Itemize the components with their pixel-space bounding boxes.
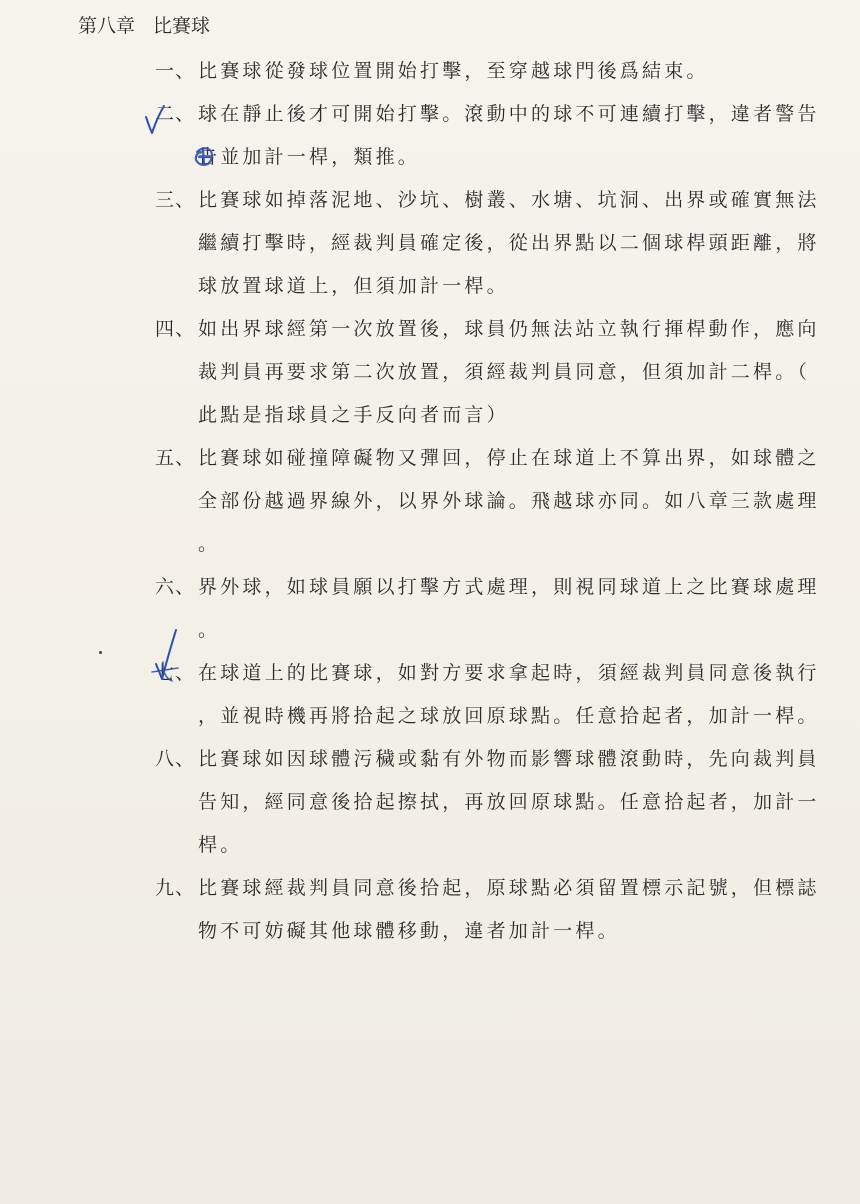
rule-text-line: 在球道上的比賽球，如對方要求拿起時，須經裁判員同意後執行	[198, 662, 820, 684]
rule-number: 五、	[155, 447, 196, 469]
rule-text-line: 全部份越過界線外，以界外球論。飛越球亦同。如八章三款處理	[198, 490, 820, 512]
rule-text-line: 球放置球道上，但須加計一桿。	[198, 275, 509, 297]
rule-text-line: 。	[198, 619, 221, 641]
rule-number: 九、	[155, 877, 196, 899]
rule-text-line: ，並視時機再將拾起之球放回原球點。任意拾起者，加計一桿。	[198, 705, 820, 727]
rule-item-6	[0, 566, 860, 652]
rule-text-line: 比賽球如掉落泥地、沙坑、樹叢、水塘、坑洞、出界或確實無法	[198, 189, 820, 211]
chapter-title: 比賽球	[153, 15, 211, 37]
rule-item-8	[0, 738, 860, 867]
rules-list	[0, 50, 860, 953]
rule-text-line: 繼續打擊時，經裁判員確定後，從出界點以二個球桿頭距離，將	[198, 232, 820, 254]
rule-item-5	[0, 437, 860, 566]
rule-item-2	[0, 93, 860, 179]
rule-item-1	[0, 50, 860, 93]
rule-number: 七、	[155, 662, 196, 684]
rule-text-line: 球在靜止後才可開始打擊。滾動中的球不可連續打擊，違者警告	[198, 103, 820, 125]
rule-text-line: 比賽球如碰撞障礙物又彈回，停止在球道上不算出界，如球體之	[198, 447, 820, 469]
chapter-heading	[78, 8, 210, 44]
rule-text-line: 如出界球經第一次放置後，球員仍無法站立執行揮桿動作，應向	[198, 318, 820, 340]
rule-text-line: 物不可妨礙其他球體移動，違者加計一桿。	[198, 920, 620, 942]
rule-text-line: 桿。	[198, 834, 243, 856]
rule-text-line: 比賽球如因球體污穢或黏有外物而影響球體滾動時，先向裁判員	[198, 748, 820, 770]
scan-speck	[99, 651, 102, 654]
rule-text-line: 比賽球經裁判員同意後拾起，原球點必須留置標示記號，但標誌	[198, 877, 820, 899]
rule-item-9	[0, 867, 860, 953]
rule-text-line: 比賽球從發球位置開始打擊，至穿越球門後爲結束。	[198, 60, 709, 82]
rule-text-line: 告並加計一桿，類推。	[198, 146, 421, 168]
rule-text-line: 界外球，如球員願以打擊方式處理，則視同球道上之比賽球處理	[198, 576, 820, 598]
rule-text-line: 裁判員再要求第二次放置，須經裁判員同意，但須加計二桿。（	[198, 361, 811, 383]
rule-text-line: 告知，經同意後拾起擦拭，再放回原球點。任意拾起者，加計一	[198, 791, 820, 813]
rule-item-7	[0, 652, 860, 738]
rule-item-3	[0, 179, 860, 308]
rule-text-line: 此點是指球員之手反向者而言）	[198, 404, 509, 426]
rule-number: 一、	[155, 60, 196, 82]
rule-number: 六、	[155, 576, 196, 598]
rule-number: 三、	[155, 189, 196, 211]
rule-number: 二、	[155, 103, 196, 125]
rule-number: 四、	[155, 318, 196, 340]
chapter-number: 第八章	[78, 15, 136, 37]
rule-number: 八、	[155, 748, 196, 770]
rule-item-4	[0, 308, 860, 437]
rule-text-line: 。	[198, 533, 221, 555]
